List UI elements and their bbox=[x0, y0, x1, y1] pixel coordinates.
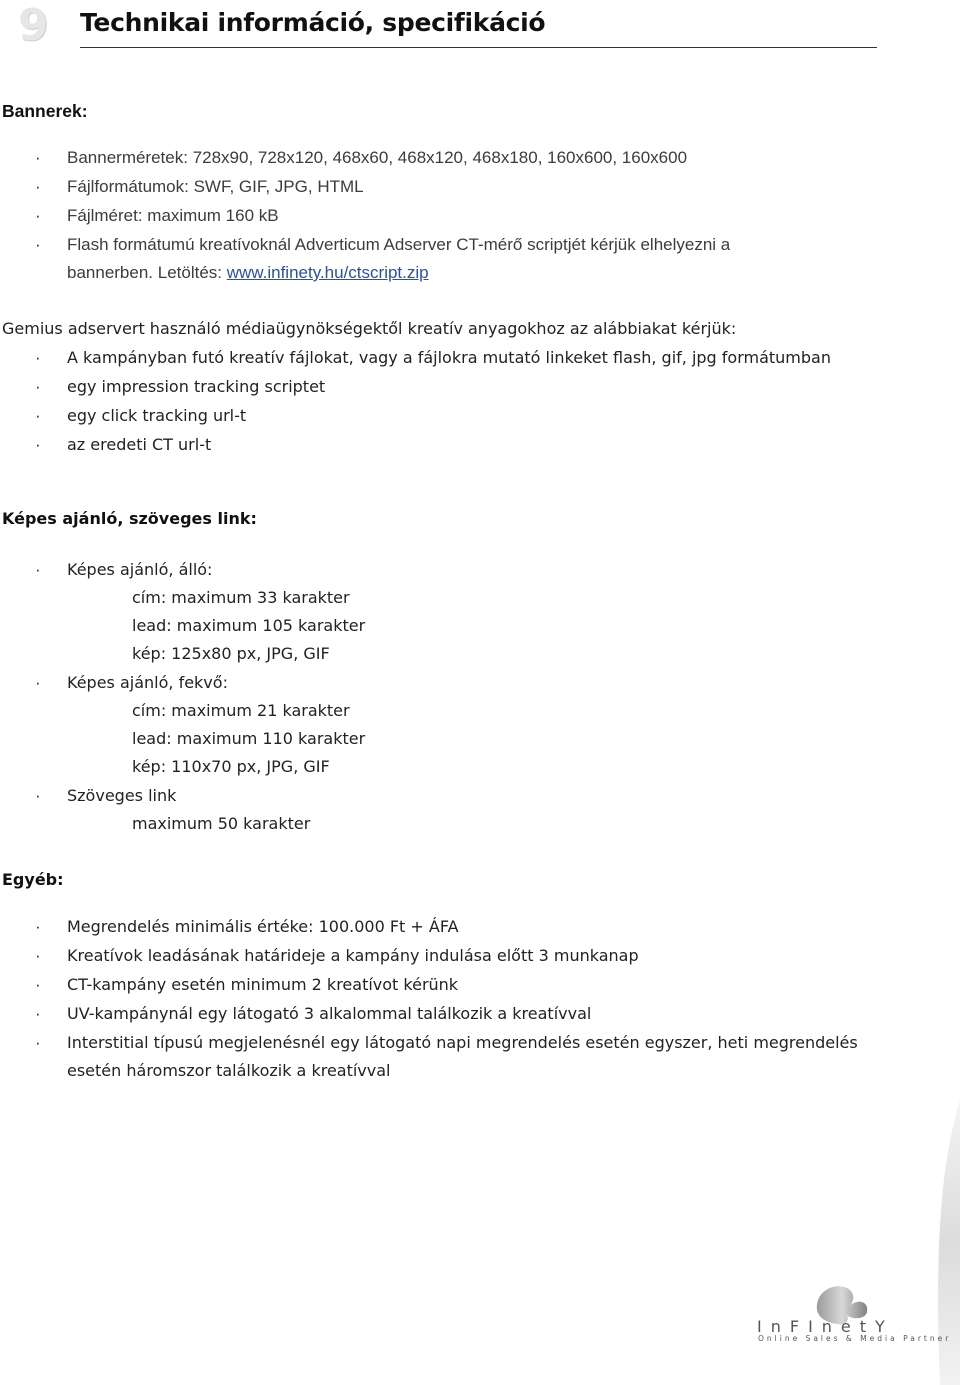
spec-item: kép: 110x70 px, JPG, GIF bbox=[132, 757, 330, 776]
list-item: CT-kampány esetén minimum 2 kreatívot kérünk bbox=[67, 975, 459, 994]
list-item: Szöveges link bbox=[67, 786, 177, 805]
spec-item: cím: maximum 33 karakter bbox=[132, 588, 350, 607]
bullet-dot: · bbox=[35, 1004, 41, 1023]
bullet-dot: · bbox=[35, 148, 41, 167]
bullet-dot: · bbox=[35, 348, 41, 367]
list-item: UV-kampánynál egy látogató 3 alkalommal találkozik a kreatívval bbox=[67, 1004, 592, 1023]
list-item: Fájlformátumok: SWF, GIF, JPG, HTML bbox=[67, 177, 364, 196]
page-title: Technikai információ, specifikáció bbox=[80, 8, 546, 37]
list-item: Fájlméret: maximum 160 kB bbox=[67, 206, 279, 225]
title-divider bbox=[80, 47, 877, 48]
list-item: Megrendelés minimális értéke: 100.000 Ft + ÁFA bbox=[67, 917, 459, 936]
list-item: Képes ajánló, fekvő: bbox=[67, 673, 228, 692]
section-heading-kepes: Képes ajánló, szöveges link: bbox=[2, 509, 257, 528]
list-item: Flash formátumú kreatívoknál Adverticum Adserver CT-mérő scriptjét kérjük elhelyezni a bbox=[67, 235, 731, 254]
section-heading-bannerek: Bannerek: bbox=[2, 101, 88, 121]
list-item: Képes ajánló, álló: bbox=[67, 560, 213, 579]
download-link[interactable]: www.infinety.hu/ctscript.zip bbox=[226, 263, 429, 282]
chapter-number: 9 bbox=[18, 0, 49, 51]
bullet-dot: · bbox=[35, 377, 41, 396]
bullet-dot: · bbox=[35, 917, 41, 936]
spec-item: lead: maximum 105 karakter bbox=[132, 616, 366, 635]
bullet-dot: · bbox=[35, 560, 41, 579]
bullet-dot: · bbox=[35, 1033, 41, 1052]
list-item-continuation bbox=[67, 262, 429, 284]
bullet-dot: · bbox=[35, 946, 41, 965]
list-item: Bannerméretek: 728x90, 728x120, 468x60, 468x120, 468x180, 160x600, 160x600 bbox=[67, 148, 688, 167]
section-heading-egyeb: Egyéb: bbox=[2, 870, 64, 889]
bullet-dot: · bbox=[35, 406, 41, 425]
bullet-dot: · bbox=[35, 673, 41, 692]
list-item: egy impression tracking scriptet bbox=[67, 377, 326, 396]
bullet-dot: · bbox=[35, 235, 41, 254]
bullet-dot: · bbox=[35, 177, 41, 196]
bullet-dot: · bbox=[35, 206, 41, 225]
spec-item: kép: 125x80 px, JPG, GIF bbox=[132, 644, 330, 663]
list-item: az eredeti CT url-t bbox=[67, 435, 212, 454]
logo-wordmark: InFInetY bbox=[757, 1317, 894, 1336]
spec-item: lead: maximum 110 karakter bbox=[132, 729, 366, 748]
list-item: Interstitial típusú megjelenésnél egy látogató napi megrendelés esetén egyszer, heti megrendelés bbox=[67, 1033, 858, 1052]
spec-item: maximum 50 karakter bbox=[132, 814, 311, 833]
spec-item: cím: maximum 21 karakter bbox=[132, 701, 350, 720]
logo-tagline: Online Sales & Media Partner bbox=[758, 1334, 952, 1343]
gemius-intro: Gemius adservert használó médiaügynökségektől kreatív anyagokhoz az alábbiakat kérjük: bbox=[2, 319, 737, 338]
list-item: Kreatívok leadásának határideje a kampány indulása előtt 3 munkanap bbox=[67, 946, 639, 965]
list-item-continuation: esetén háromszor találkozik a kreatívval bbox=[67, 1061, 391, 1080]
list-item: A kampányban futó kreatív fájlokat, vagy a fájlokra mutató linkeket flash, gif, jpg formátumban bbox=[67, 348, 831, 367]
bullet-dot: · bbox=[35, 786, 41, 805]
download-text: bannerben. Letöltés: bbox=[67, 263, 227, 282]
bullet-dot: · bbox=[35, 435, 41, 454]
list-item: egy click tracking url-t bbox=[67, 406, 247, 425]
bullet-dot: · bbox=[35, 975, 41, 994]
